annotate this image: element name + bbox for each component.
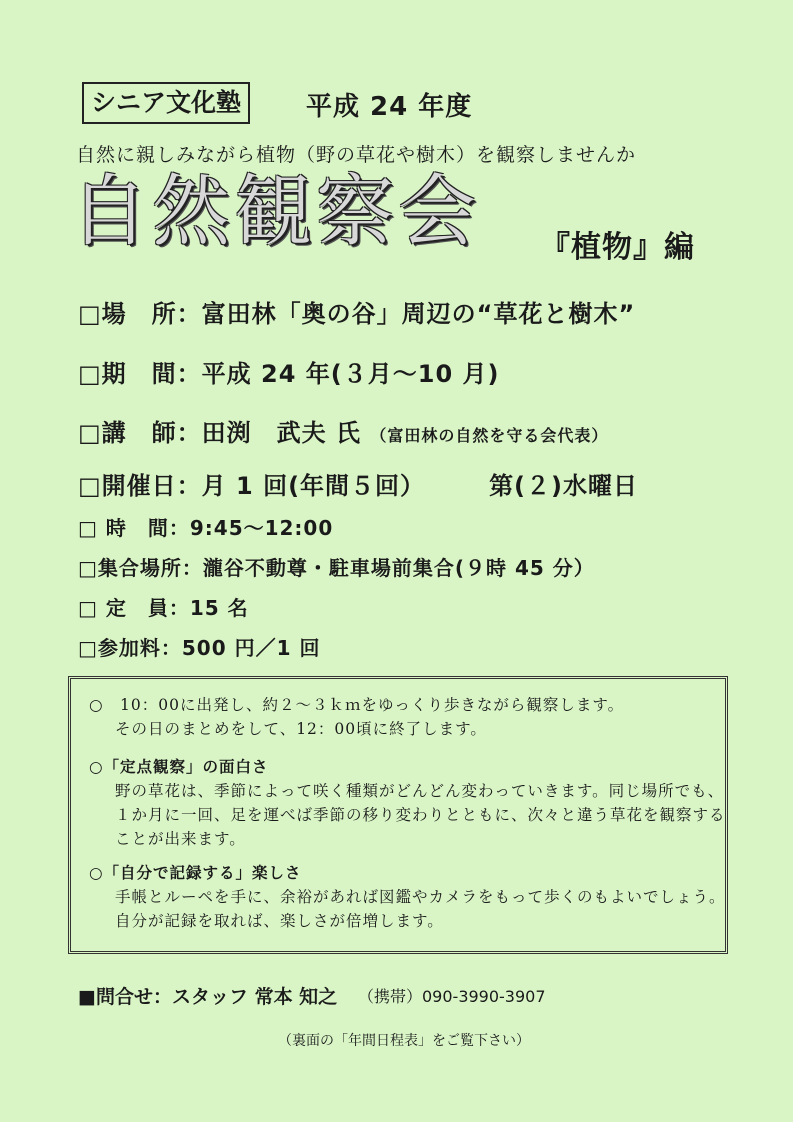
main-title: 自然観察会	[70, 167, 481, 257]
note-line-2: その日のまとめをして、12：00頃に終了します。	[115, 720, 487, 738]
fee-item: □参加料：500 円／1 回	[78, 636, 321, 660]
organizer-label: シニア文化塾	[82, 82, 250, 124]
schedule-item	[78, 466, 638, 501]
contact-label: ■問合せ：スタッフ 常本 知之	[78, 986, 338, 1008]
note-line-1: ○ 10：00に出発し、約２～３ｋｍをゆっくり歩きながら観察します。	[89, 696, 625, 714]
note-heading-3: ○「自分で記録する」楽しさ	[89, 863, 302, 882]
note-line-5: ことが出来ます。	[115, 830, 246, 848]
schedule-weekday: 第(２)水曜日	[489, 472, 638, 500]
lecturer-item	[78, 413, 608, 448]
note-line-6: 手帳とルーペを手に、余裕があれば図鑑やカメラをもって歩くのもよいでしょう。	[115, 888, 726, 906]
meeting-item: □集合場所：瀧谷不動尊・駐車場前集合(９時 45 分）	[78, 556, 595, 580]
fiscal-year: 平成 24 年度	[306, 92, 473, 122]
place-item: □場 所：富田林「奥の谷」周辺の“草花と樹木”	[78, 300, 636, 328]
footnote: （裏面の「年間日程表」をご覧下さい）	[278, 1033, 530, 1049]
subtitle: 『植物』編	[540, 230, 695, 265]
note-line-4: １か月に一回、足を運べば季節の移り変わりとともに、次々と違う草花を観察する	[115, 806, 726, 824]
lead-text: 自然に親しみながら植物（野の草花や樹木）を観察しませんか	[76, 144, 637, 166]
lecturer-note: （富田林の自然を守る会代表）	[370, 426, 609, 445]
notes-box	[68, 676, 728, 954]
capacity-item: □ 定 員：15 名	[78, 596, 249, 620]
note-line-7: 自分が記録を取れば、楽しさが倍増します。	[115, 912, 444, 930]
time-item: □ 時 間：9:45～12:00	[78, 516, 334, 540]
contact-phone: （携帯）090-3990-3907	[358, 987, 546, 1006]
note-heading-2: ○「定点観察」の面白さ	[89, 757, 269, 776]
schedule-frequency: □開催日：月 1 回(年間５回）	[78, 472, 426, 500]
note-line-3: 野の草花は、季節によって咲く種類がどんどん変わっていきます。同じ場所でも、	[115, 782, 725, 800]
lecturer-name: □講 師：田渕 武夫 氏	[78, 419, 362, 447]
period-item: □期 間：平成 24 年(３月～10 月)	[78, 360, 500, 388]
